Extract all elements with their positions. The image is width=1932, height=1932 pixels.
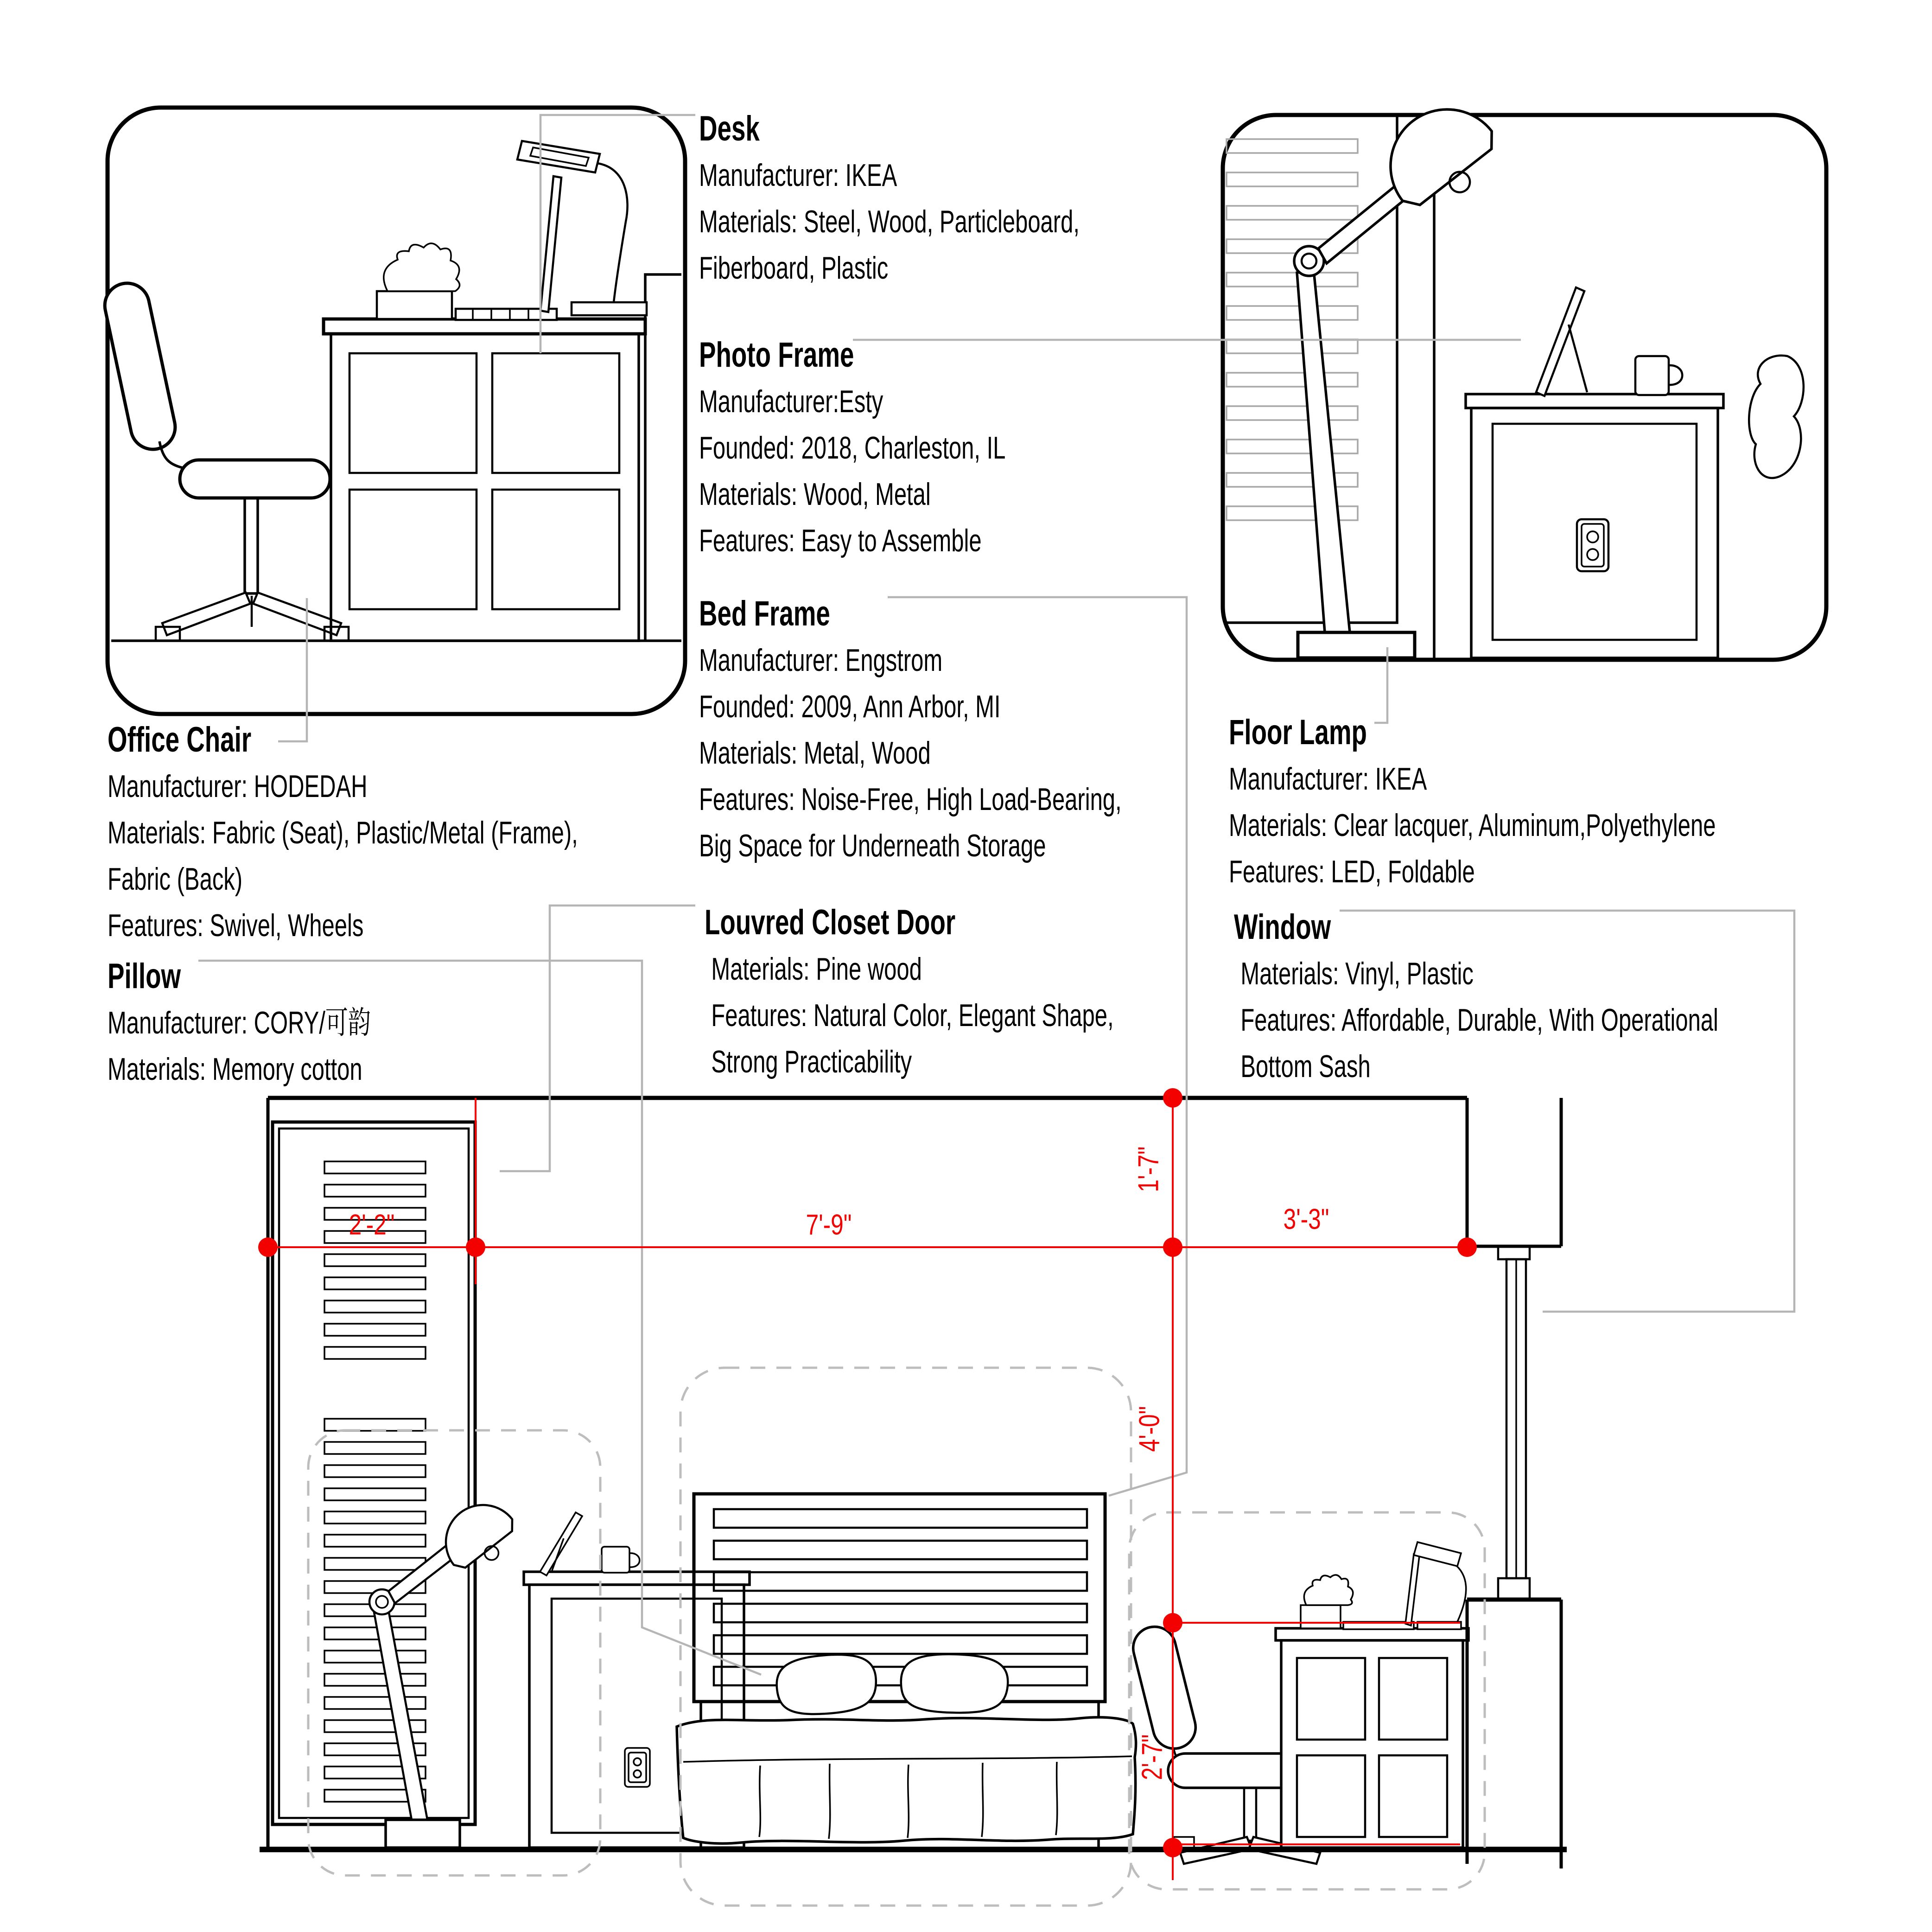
- lamp-base: [386, 1820, 460, 1848]
- slat: [324, 1558, 426, 1570]
- dim-label-desk-height: 2'-7": [1136, 1734, 1169, 1780]
- annotation-line: Materials: Wood, Metal: [699, 477, 931, 512]
- lamp-dome: [431, 1490, 525, 1581]
- wall-panel: [645, 274, 681, 641]
- annotation-line: Founded: 2018, Charleston, IL: [699, 430, 1006, 465]
- annotation-line: Manufacturer: IKEA: [699, 158, 897, 193]
- chair-seat: [180, 460, 330, 498]
- desk-lamp-arm: [597, 163, 628, 302]
- dim-dot: [1163, 1088, 1182, 1108]
- annotation-line: Big Space for Underneath Storage: [699, 828, 1046, 863]
- laptop-screen: [1405, 1554, 1419, 1626]
- headboard-frame: [694, 1494, 1105, 1702]
- annotation-title: Window: [1234, 907, 1331, 947]
- slat: [324, 1535, 426, 1547]
- dim-dot: [1163, 1613, 1182, 1632]
- slat: [1227, 373, 1358, 387]
- annotation-line: Bottom Sash: [1240, 1049, 1371, 1084]
- slat: [324, 1254, 426, 1266]
- slat: [324, 1347, 426, 1359]
- dim-label-ceiling-offset: 1'-7": [1132, 1146, 1165, 1192]
- outlet-socket: [1587, 531, 1598, 542]
- annotation-louvred-closet-door: [705, 899, 1114, 1085]
- slat: [324, 1277, 426, 1289]
- slat: [324, 1161, 426, 1173]
- annotation-bed-frame: [699, 591, 1122, 869]
- pillow-left: [775, 1652, 877, 1716]
- slat: [324, 1301, 426, 1313]
- closet-slats: [324, 1161, 426, 1802]
- slat: [714, 1604, 1087, 1622]
- lamp-lower-arm: [1297, 270, 1350, 632]
- office-chair-drawing: [101, 279, 349, 641]
- plant-box: [377, 291, 452, 319]
- slat: [1227, 273, 1358, 287]
- annotation-line: Materials: Memory cotton: [108, 1052, 362, 1087]
- slat: [324, 1488, 426, 1500]
- annotation-line: Founded: 2009, Ann Arbor, MI: [699, 689, 1001, 724]
- slat: [714, 1541, 1087, 1559]
- annotation-line: Materials: Fabric (Seat), Plastic/Metal (Frame),: [108, 815, 578, 850]
- annotation-photo-frame: [699, 332, 1005, 564]
- desk-drawing: [324, 141, 647, 641]
- annotation-pillow: [108, 953, 371, 1092]
- chair-backrest: [101, 279, 179, 453]
- annotation-line: Features: Swivel, Wheels: [108, 908, 364, 943]
- lamp-base: [1298, 632, 1415, 658]
- annotation-window: [1234, 904, 1718, 1090]
- dim-label-bed-span: 7'-9": [806, 1209, 852, 1241]
- chair-stem: [245, 498, 258, 593]
- window-top-bracket: [1498, 1246, 1530, 1259]
- desk-cube: [350, 490, 477, 609]
- annotation-line: Fabric (Back): [108, 861, 243, 897]
- room-elevation: [260, 1098, 1567, 1906]
- bed-drawing: [677, 1494, 1136, 1848]
- annotation-line: Materials: Metal, Wood: [699, 735, 931, 771]
- nightstand-top: [524, 1572, 750, 1585]
- annotation-line: Features: Affordable, Durable, With Operational: [1240, 1002, 1718, 1038]
- plant-box: [1301, 1605, 1341, 1628]
- annotation-desk: [699, 106, 1080, 291]
- mug: [602, 1547, 629, 1573]
- annotation-line: Manufacturer:Esty: [699, 384, 883, 419]
- annotation-line: Manufacturer: IKEA: [1229, 761, 1427, 797]
- slat: [1227, 339, 1358, 353]
- annotation-title: Bed Frame: [699, 594, 830, 633]
- bed-blanket: [677, 1717, 1136, 1843]
- mug: [1635, 356, 1669, 395]
- desk-top: [324, 319, 645, 334]
- dim-dot: [466, 1237, 485, 1257]
- dim-label-closet-width: 2'-2": [349, 1209, 395, 1241]
- annotation-line: Fiberboard, Plastic: [699, 250, 889, 286]
- photo-frame-leg: [1569, 325, 1587, 392]
- slat: [324, 1465, 426, 1477]
- slat: [714, 1572, 1087, 1591]
- photo-frame-board: [1536, 287, 1584, 396]
- annotation-line: Manufacturer: HODEDAH: [108, 769, 368, 804]
- slat: [714, 1509, 1087, 1528]
- desk-lamp-head: [1414, 1542, 1461, 1566]
- plant-leaves: [1304, 1575, 1353, 1605]
- laptop-screen: [540, 176, 561, 312]
- desk-elevation: [1276, 1542, 1468, 1848]
- annotation-line: Materials: Vinyl, Plastic: [1240, 956, 1474, 991]
- floor-lamp-elevation: [369, 1490, 525, 1848]
- slat: [1227, 206, 1358, 220]
- callout-box-office-chair-desk: [101, 108, 685, 714]
- mug-handle: [629, 1553, 640, 1567]
- annotation-title: Desk: [699, 109, 760, 148]
- slat: [324, 1324, 426, 1336]
- dim-dot: [1457, 1237, 1477, 1257]
- window-drawing: [1467, 1098, 1561, 1868]
- annotation-line: Materials: Pine wood: [711, 951, 922, 987]
- nightstand-body: [1471, 408, 1718, 658]
- desk-body: [331, 334, 639, 641]
- annotation-line: Materials: Steel, Wood, Particleboard,: [699, 204, 1080, 239]
- dim-dot: [1163, 1838, 1182, 1857]
- dim-dot: [1163, 1237, 1182, 1257]
- annotation-line: Manufacturer: CORY/可韵: [108, 1005, 371, 1040]
- slat: [714, 1635, 1087, 1654]
- annotation-floor-lamp: [1229, 709, 1716, 895]
- nightstand-top: [1466, 394, 1723, 408]
- slat: [1227, 440, 1358, 453]
- window-bottom-sash: [1498, 1578, 1530, 1599]
- chair-backrest: [1129, 1622, 1200, 1753]
- annotation-line: Manufacturer: Engstrom: [699, 643, 943, 678]
- annotation-title: Photo Frame: [699, 335, 854, 375]
- chair-stem: [1244, 1788, 1256, 1841]
- blanket-fold: [908, 1765, 909, 1838]
- cushion-blob: [1749, 356, 1804, 478]
- chair-leg-right: [253, 593, 341, 635]
- annotation-line: Features: Natural Color, Elegant Shape,: [711, 998, 1114, 1033]
- mug-handle: [1669, 365, 1682, 385]
- dim-label-window-height: 4'-0": [1133, 1406, 1166, 1452]
- slat: [324, 1185, 426, 1197]
- slat: [324, 1442, 426, 1454]
- slat: [324, 1674, 426, 1686]
- slat: [1227, 172, 1358, 186]
- annotation-title: Office Chair: [108, 720, 252, 759]
- headboard-slats: [714, 1509, 1087, 1685]
- desk-lamp-base: [572, 302, 647, 315]
- plant-leaves: [384, 243, 460, 291]
- desk-top: [1276, 1628, 1468, 1640]
- chair-leg-left: [162, 593, 250, 635]
- annotation-line: Features: LED, Foldable: [1229, 854, 1475, 889]
- slat: [1227, 406, 1358, 420]
- nightstand-drawing: [1466, 287, 1723, 658]
- outlet-socket: [1587, 549, 1598, 560]
- dim-dot: [258, 1237, 278, 1257]
- annotation-title: Pillow: [108, 956, 181, 996]
- desk-body: [1281, 1640, 1463, 1848]
- annotation-line: Features: Noise-Free, High Load-Bearing,: [699, 782, 1122, 817]
- blanket-fold: [759, 1766, 760, 1837]
- annotation-title: Floor Lamp: [1229, 713, 1367, 752]
- louvre-slats: [1227, 139, 1358, 520]
- annotation-title: Louvred Closet Door: [705, 903, 956, 942]
- annotation-line: Materials: Clear lacquer, Aluminum,Polyethylene: [1229, 808, 1716, 843]
- desk-lamp-arm: [1454, 1563, 1466, 1622]
- slat: [1227, 139, 1358, 153]
- slat: [1227, 473, 1358, 487]
- desk-cube: [350, 353, 477, 473]
- annotation-line: Strong Practicability: [711, 1044, 912, 1079]
- desk-cube: [492, 353, 619, 473]
- slat: [324, 1419, 426, 1431]
- annotation-office-chair: [108, 717, 578, 949]
- slat: [324, 1627, 426, 1639]
- pillow-right: [899, 1651, 1009, 1715]
- lamp-lower-arm: [374, 1605, 427, 1820]
- annotation-line: Features: Easy to Assemble: [699, 523, 982, 558]
- slat: [1227, 306, 1358, 320]
- slat: [324, 1511, 426, 1524]
- slat: [324, 1697, 426, 1709]
- callout-box-floor-lamp: [1223, 87, 1826, 660]
- desk-cube: [492, 490, 619, 609]
- slat: [324, 1651, 426, 1663]
- dim-label-desk-span: 3'-3": [1283, 1203, 1329, 1236]
